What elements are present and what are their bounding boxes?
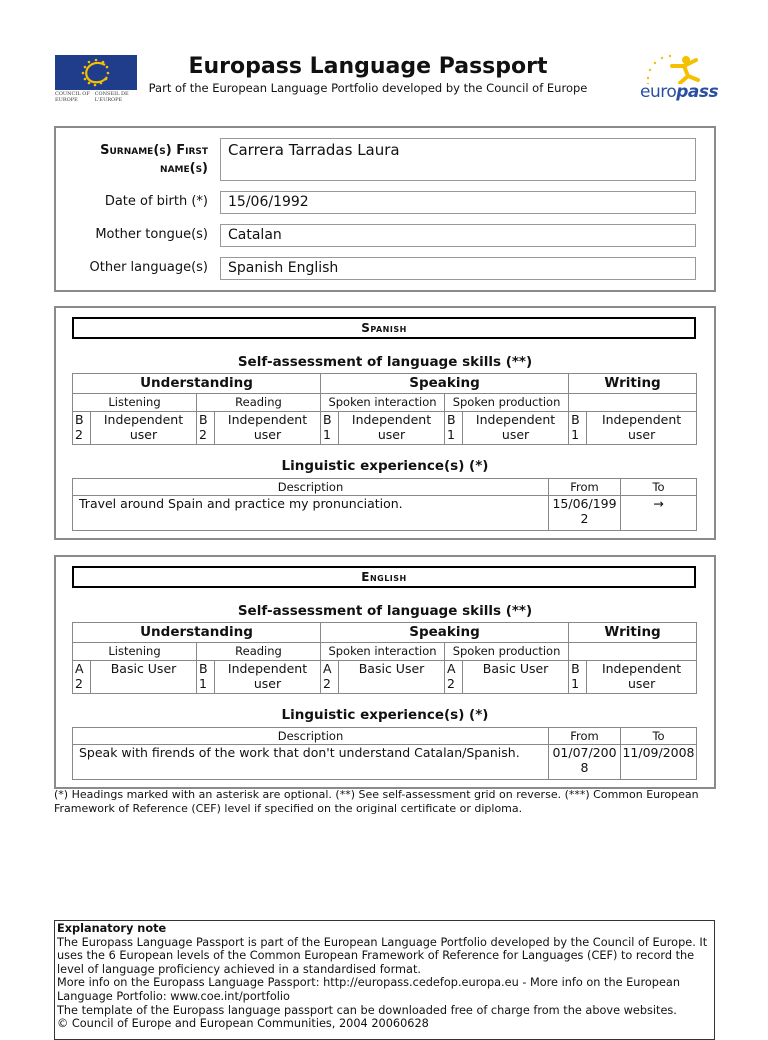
subhead-spoken-production: Spoken production — [445, 643, 569, 661]
level-code: B1 — [321, 412, 339, 445]
subhead-reading: Reading — [197, 394, 321, 412]
page-title: Europass Language Passport — [188, 54, 548, 79]
subhead-writing — [569, 394, 697, 412]
subhead-spoken-production: Spoken production — [445, 394, 569, 412]
level-code: A2 — [73, 661, 91, 694]
exp-to: 11/09/2008 — [621, 745, 697, 780]
europass-logo — [636, 52, 720, 106]
language-name: Spanish — [72, 317, 696, 339]
footnote: (*) Headings marked with an asterisk are optional. (**) See self-assessment grid on reverse. (***) Common European Framework of Reference (CEF) level if specified on the original certificate or diploma. — [54, 788, 699, 815]
date-of-birth-label: Date of birth (*) — [104, 194, 208, 209]
subhead-listening: Listening — [73, 394, 197, 412]
other-languages-value: Spanish English — [220, 257, 696, 280]
note-line: The Europass Language Passport is part of the European Language Portfolio developed by the Council of Europe. It uses the 6 European levels of the Common European Framework of Reference for Languages (CEF) to record the level of language proficiency achieved in a standardised format. — [57, 935, 708, 976]
coe-logo-text — [55, 91, 137, 103]
note-line: The template of the Europass language passport can be downloaded free of charge from the above websites. — [57, 1003, 677, 1017]
level-code: A2 — [445, 661, 463, 694]
surname-label: Surname(s) First name(s) — [100, 143, 208, 176]
group-understanding: Understanding — [73, 623, 321, 643]
note-title: Explanatory note — [57, 922, 167, 935]
subhead-spoken-interaction: Spoken interaction — [321, 394, 445, 412]
subhead-listening: Listening — [73, 643, 197, 661]
level-desc: Independent user — [215, 661, 321, 694]
exp-to: → — [621, 496, 697, 531]
level-desc: Basic User — [463, 661, 569, 694]
level-desc: Basic User — [91, 661, 197, 694]
level-desc: Independent user — [215, 412, 321, 445]
levels-row — [73, 661, 697, 694]
skills-table — [72, 622, 697, 694]
language-section-spanish — [54, 306, 716, 540]
experience-table — [72, 727, 697, 780]
group-writing: Writing — [569, 374, 697, 394]
group-speaking: Speaking — [321, 374, 569, 394]
explanatory-note — [54, 920, 715, 1040]
skills-heading: Self-assessment of language skills (**) — [237, 603, 533, 619]
coe-flag — [55, 55, 137, 90]
subhead-reading: Reading — [197, 643, 321, 661]
subhead-spoken-interaction: Spoken interaction — [321, 643, 445, 661]
group-understanding: Understanding — [73, 374, 321, 394]
mother-tongue-label: Mother tongue(s) — [95, 227, 208, 242]
exp-header-from: From — [549, 479, 621, 496]
personal-info-box — [54, 126, 716, 292]
table-row — [73, 745, 697, 780]
level-desc: Independent user — [463, 412, 569, 445]
europass-wordmark-suffix: pass — [676, 82, 719, 102]
exp-header-from: From — [549, 728, 621, 745]
level-code: B2 — [197, 412, 215, 445]
level-code: B1 — [569, 412, 587, 445]
note-line: © Council of Europe and European Communities, 2004 20060628 — [57, 1017, 429, 1031]
level-code: B2 — [73, 412, 91, 445]
language-name: English — [72, 566, 696, 588]
europass-wordmark — [640, 82, 718, 102]
language-section-english — [54, 555, 716, 789]
level-desc: Independent user — [587, 661, 697, 694]
level-desc: Independent user — [339, 412, 445, 445]
mother-tongue-value: Catalan — [220, 224, 696, 247]
page-subtitle: Part of the European Language Portfolio developed by the Council of Europe — [148, 81, 588, 95]
skills-table — [72, 373, 697, 445]
level-desc: Independent user — [91, 412, 197, 445]
table-row — [73, 496, 697, 531]
level-desc: Independent user — [587, 412, 697, 445]
group-speaking: Speaking — [321, 623, 569, 643]
exp-header-to: To — [621, 479, 697, 496]
europass-figure-icon — [636, 52, 720, 84]
other-languages-label: Other language(s) — [89, 260, 208, 275]
exp-description: Speak with firends of the work that don't understand Catalan/Spanish. — [73, 745, 549, 780]
exp-from: 15/06/1992 — [549, 496, 621, 531]
exp-header-description: Description — [73, 728, 549, 745]
europass-wordmark-prefix: euro — [640, 82, 677, 102]
experience-heading: Linguistic experience(s) (*) — [281, 707, 489, 723]
coe-logo-text-en: COUNCIL OF EUROPE — [55, 91, 90, 103]
exp-header-to: To — [621, 728, 697, 745]
level-code: B1 — [445, 412, 463, 445]
date-of-birth-value: 15/06/1992 — [220, 191, 696, 214]
group-writing: Writing — [569, 623, 697, 643]
note-line: More info on the Europass Language Passport: http://europass.cedefop.europa.eu - More info on the European Language Portfolio: www.coe.int/portfolio — [57, 976, 680, 1003]
level-code: B1 — [569, 661, 587, 694]
coe-logo-text-fr: CONSEIL DE L'EUROPE — [94, 91, 129, 103]
level-desc: Basic User — [339, 661, 445, 694]
levels-row — [73, 412, 697, 445]
council-of-europe-logo — [55, 55, 137, 103]
level-code: B1 — [197, 661, 215, 694]
experience-heading: Linguistic experience(s) (*) — [281, 458, 489, 474]
exp-header-description: Description — [73, 479, 549, 496]
surname-value: Carrera Tarradas Laura — [220, 138, 696, 181]
experience-table — [72, 478, 697, 531]
skills-heading: Self-assessment of language skills (**) — [237, 354, 533, 370]
subhead-writing — [569, 643, 697, 661]
exp-from: 01/07/2008 — [549, 745, 621, 780]
exp-description: Travel around Spain and practice my pronunciation. — [73, 496, 549, 531]
level-code: A2 — [321, 661, 339, 694]
